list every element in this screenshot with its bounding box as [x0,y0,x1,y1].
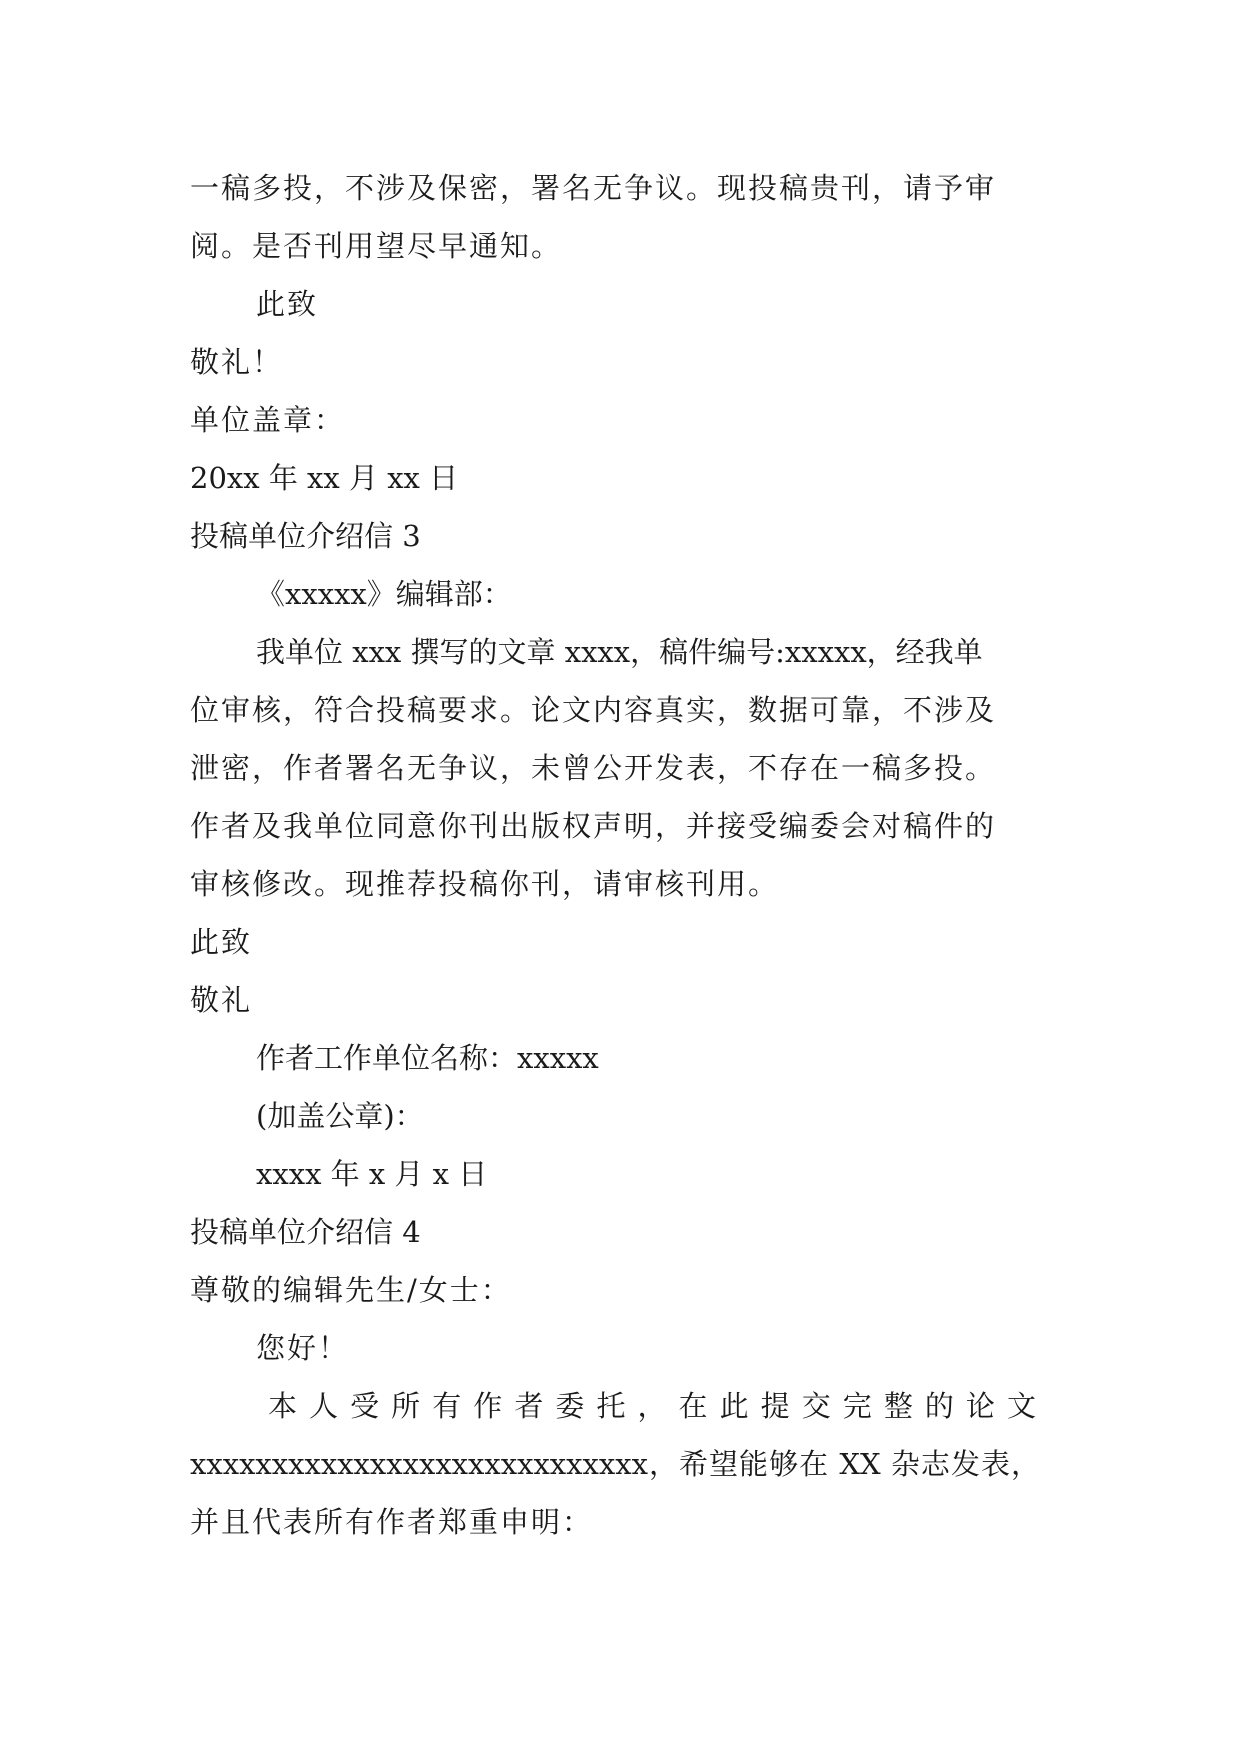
letter-date: xxxx 年 x 月 x 日 [256,1157,488,1191]
text-line: xxxxxxxxxxxxxxxxxxxxxxxxxxxx，希望能够在 XX 杂志发表， [190,1447,1040,1481]
text-line: 我单位 xxx 撰写的文章 xxxx，稿件编号:xxxxx，经我单 [256,635,983,669]
text-line: 一稿多投，不涉及保密，署名无争议。现投稿贵刊，请予审 [190,171,997,205]
closing-salutation: 此致 [256,287,319,321]
text-line: 本人受所有作者委托，在此提交完整的论文 [268,1389,1038,1423]
text-line: 阅。是否刊用望尽早通知。 [190,229,563,263]
text-line: 作者及我单位同意你刊出版权声明，并接受编委会对稿件的 [190,809,997,843]
text-line: 位审核，符合投稿要求。论文内容真实，数据可靠，不涉及 [190,693,997,727]
greeting: 您好！ [256,1331,350,1365]
section-heading: 投稿单位介绍信 4 [190,1215,421,1249]
text-line: 泄密，作者署名无争议，未曾公开发表，不存在一稿多投。 [190,751,997,785]
stamp-label: 单位盖章： [190,403,346,437]
text-line: 审核修改。现推荐投稿你刊，请审核刊用。 [190,867,780,901]
letter-addressee: 《xxxxx》编辑部： [256,577,512,611]
author-unit-name: 作者工作单位名称：xxxxx [256,1041,599,1075]
closing-regards: 敬礼！ [190,345,284,379]
letter-date: 20xx 年 xx 月 xx 日 [190,461,459,495]
text-line: 并且代表所有作者郑重申明： [190,1505,594,1539]
section-heading: 投稿单位介绍信 3 [190,519,421,553]
stamp-label: (加盖公章)： [256,1099,424,1133]
closing-regards: 敬礼 [190,983,253,1017]
closing-salutation: 此致 [190,925,253,959]
letter-addressee: 尊敬的编辑先生/女士： [190,1273,512,1307]
